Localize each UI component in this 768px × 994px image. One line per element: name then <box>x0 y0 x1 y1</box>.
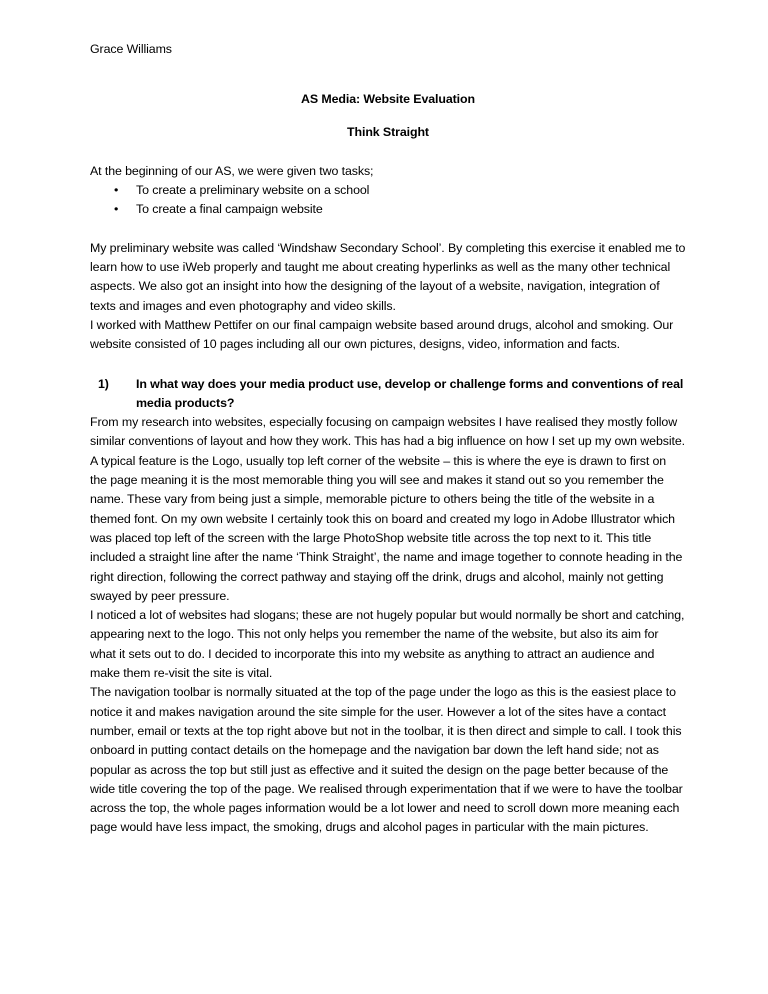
question-number: 1) <box>98 376 109 391</box>
intro-text: At the beginning of our AS, we were given two tasks; <box>90 163 374 178</box>
document-title: AS Media: Website Evaluation <box>301 92 475 107</box>
author-name: Grace Williams <box>90 42 172 56</box>
campaign-paragraph: I worked with Matthew Pettifer on our final campaign website based around drugs, alcohol and smoking. Our website consisted of 10 pages including all our own pictures, designs, video, information and facts. <box>90 317 674 352</box>
bullet-icon: • <box>114 202 119 217</box>
document-body <box>90 40 686 838</box>
document-subtitle: Think Straight <box>347 124 429 139</box>
question-heading <box>90 375 686 414</box>
question-text: In what way does your media product use, develop or challenge forms and conventions of real media products? <box>136 376 684 410</box>
task-item <box>90 200 686 219</box>
bullet-icon: • <box>114 183 119 198</box>
task-text: To create a final campaign website <box>136 202 323 217</box>
preliminary-paragraph: My preliminary website was called ‘Windshaw Secondary School’. By completing this exercise it enabled me to learn how to use iWeb properly and taught me about creating hyperlinks as well as the many other technical aspects. We also got an insight into how the designing of the layout of a website, navigation, integration of texts and images and even photography and video skills. <box>90 240 686 313</box>
answer-paragraph-logo: A typical feature is the Logo, usually top left corner of the website – this is where the eye is drawn to first on the page meaning it is the most memorable thing you will see and makes it stand out so you remember the name. These vary from being just a simple, memorable picture to others being the title of the website in a themed font. On my own website I certainly took this on board and created my logo in Adobe Illustrator which was placed top left of the screen with the large PhotoShop website title across the top next to it. This title included a straight line after the name ‘Think Straight’, the name and image together to connote heading in the right direction, following the correct pathway and staying off the drink, drugs and alcohol, mainly not getting swayed by peer pressure. <box>90 453 683 603</box>
answer-paragraph-slogans: I noticed a lot of websites had slogans; these are not hugely popular but would normally be short and catching, appearing next to the logo. This not only helps you remember the name of the website, but also its aim for what it sets out to do. I decided to incorporate this into my website as anything to attract an audience and make them re-visit the site is vital. <box>90 608 685 681</box>
task-text: To create a preliminary website on a school <box>136 183 370 198</box>
task-list <box>90 181 686 220</box>
answer-paragraph-navigation: The navigation toolbar is normally situated at the top of the page under the logo as this is the easiest place to notice it and makes navigation around the site simple for the user. However a lot of the sites have a contact number, email or texts at the top right above but not in the toolbar, it is then direct and simple to call. I took this onboard in putting contact details on the homepage and the navigation bar down the left hand side; not as popular as across the top but still just as effective and it suited the design on the page better because of the wide title covering the top of the page. We realised through experimentation that if we were to have the toolbar across the top, the whole pages information would be a lot lower and need to scroll down more meaning each page would have less impact, the smoking, drugs and alcohol pages in particular with the main pictures. <box>90 685 683 835</box>
task-item <box>90 181 686 200</box>
answer-paragraph-research: From my research into websites, especially focusing on campaign websites I have realised they mostly follow similar conventions of layout and how they work. This has had a big influence on how I set up my own website. <box>90 415 685 449</box>
